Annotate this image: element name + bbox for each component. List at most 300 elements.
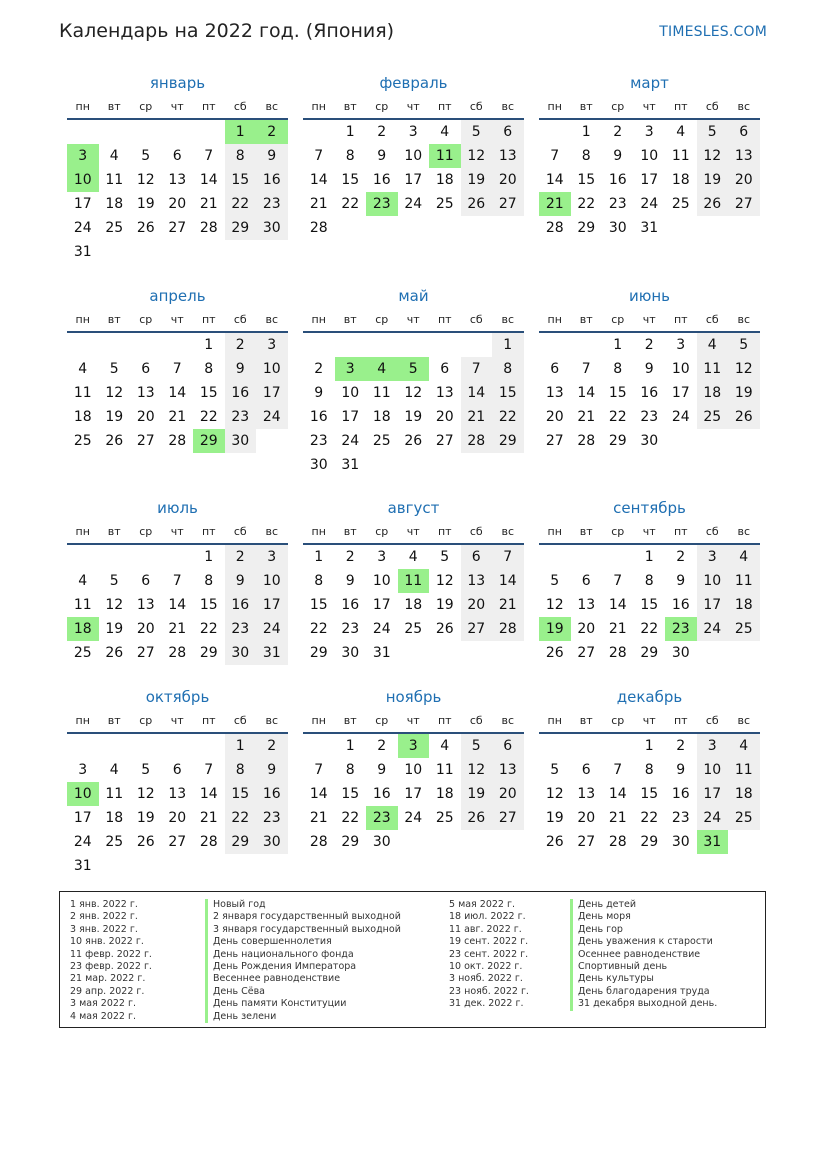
legend-names-left bbox=[205, 899, 401, 1023]
day-cell: 17 bbox=[73, 196, 92, 212]
weekday-label: чт bbox=[406, 99, 420, 113]
weekday-label: сб bbox=[469, 713, 483, 727]
legend-date: 2 янв. 2022 г. bbox=[70, 911, 138, 923]
day-cell: 29 bbox=[309, 645, 328, 661]
day-cell: 28 bbox=[199, 220, 218, 236]
day-cell: 13 bbox=[168, 172, 187, 188]
day-cell: 15 bbox=[577, 172, 596, 188]
legend-holiday-name: День национального фонда bbox=[205, 949, 401, 961]
weekday-label: вт bbox=[343, 312, 357, 326]
day-cell: 27 bbox=[492, 806, 524, 830]
day-cell: 7 bbox=[613, 573, 623, 589]
day-cell: 22 bbox=[199, 621, 218, 637]
day-cell: 3 bbox=[676, 337, 686, 353]
day-cell: 14 bbox=[199, 172, 218, 188]
weekday-label: вт bbox=[579, 312, 593, 326]
legend-date: 10 янв. 2022 г. bbox=[70, 936, 144, 948]
day-cell: 23 bbox=[225, 405, 257, 429]
legend-holiday-name: День уважения к старости bbox=[570, 936, 717, 948]
day-cell: 4 bbox=[440, 124, 450, 140]
day-cell: 10 bbox=[341, 385, 360, 401]
month-12 bbox=[539, 686, 760, 879]
day-cell: 11 bbox=[671, 148, 690, 164]
day-cell: 28 bbox=[168, 433, 187, 449]
day-cell: 18 bbox=[435, 172, 454, 188]
day-cell: 19 bbox=[136, 196, 155, 212]
weekday-label: вс bbox=[501, 312, 515, 326]
weekday-header bbox=[303, 94, 524, 118]
holiday-day-cell: 23 bbox=[366, 806, 398, 830]
day-cell: 17 bbox=[697, 593, 729, 617]
day-cell: 8 bbox=[314, 573, 324, 589]
day-cell: 7 bbox=[461, 357, 493, 381]
day-cell: 27 bbox=[168, 834, 187, 850]
day-cell: 27 bbox=[461, 617, 493, 641]
weekday-label: чт bbox=[406, 713, 420, 727]
day-cell: 9 bbox=[644, 361, 654, 377]
day-cell: 6 bbox=[728, 120, 760, 144]
weekday-label: вс bbox=[265, 524, 279, 538]
legend-holiday-name: День культуры bbox=[570, 973, 717, 985]
day-cell: 11 bbox=[73, 385, 92, 401]
day-cell: 1 bbox=[644, 738, 654, 754]
day-cell: 24 bbox=[73, 220, 92, 236]
legend-holiday-name: Осеннее равноденствие bbox=[570, 949, 717, 961]
day-cell: 16 bbox=[640, 385, 659, 401]
day-cell: 13 bbox=[492, 144, 524, 168]
weekday-label: ср bbox=[611, 524, 625, 538]
day-cell: 28 bbox=[309, 220, 328, 236]
day-cell: 25 bbox=[404, 621, 423, 637]
day-cell: 7 bbox=[492, 545, 524, 569]
day-cell: 13 bbox=[435, 385, 454, 401]
day-cell: 20 bbox=[545, 409, 564, 425]
holiday-day-cell: 19 bbox=[539, 617, 571, 641]
day-cell: 29 bbox=[608, 433, 627, 449]
day-cell: 21 bbox=[492, 593, 524, 617]
day-grid bbox=[303, 333, 524, 478]
day-cell: 15 bbox=[608, 385, 627, 401]
day-cell: 29 bbox=[341, 834, 360, 850]
weekday-label: ср bbox=[375, 713, 389, 727]
weekday-label: чт bbox=[642, 312, 656, 326]
day-cell: 19 bbox=[105, 409, 124, 425]
day-cell: 12 bbox=[136, 172, 155, 188]
day-cell: 1 bbox=[492, 333, 524, 357]
day-cell: 11 bbox=[372, 385, 391, 401]
weekday-label: пт bbox=[201, 713, 216, 727]
weekday-label: ср bbox=[139, 312, 153, 326]
day-cell: 5 bbox=[550, 762, 560, 778]
day-cell: 3 bbox=[644, 124, 654, 140]
day-cell: 2 bbox=[676, 738, 686, 754]
day-cell: 18 bbox=[73, 409, 92, 425]
day-cell: 7 bbox=[314, 148, 324, 164]
day-cell: 25 bbox=[105, 834, 124, 850]
weekday-label: пн bbox=[547, 99, 562, 113]
day-cell: 2 bbox=[644, 337, 654, 353]
weekday-label: вт bbox=[107, 99, 121, 113]
day-cell: 18 bbox=[671, 172, 690, 188]
day-cell: 3 bbox=[697, 545, 729, 569]
day-cell: 19 bbox=[461, 782, 493, 806]
day-cell: 4 bbox=[728, 734, 760, 758]
weekday-label: пт bbox=[201, 524, 216, 538]
day-cell: 23 bbox=[341, 621, 360, 637]
day-cell: 31 bbox=[640, 220, 659, 236]
day-cell: 31 bbox=[256, 641, 288, 665]
day-cell: 8 bbox=[613, 361, 623, 377]
day-cell: 20 bbox=[492, 168, 524, 192]
day-cell: 16 bbox=[256, 782, 288, 806]
legend-date: 4 мая 2022 г. bbox=[70, 1010, 136, 1022]
weekday-label: сб bbox=[469, 99, 483, 113]
day-cell: 8 bbox=[581, 148, 591, 164]
day-cell: 1 bbox=[581, 124, 591, 140]
day-cell: 21 bbox=[199, 196, 218, 212]
day-cell: 13 bbox=[728, 144, 760, 168]
weekday-label: ср bbox=[139, 99, 153, 113]
day-cell: 25 bbox=[73, 433, 92, 449]
weekday-header bbox=[303, 708, 524, 732]
day-cell: 26 bbox=[545, 834, 564, 850]
day-cell: 26 bbox=[105, 433, 124, 449]
day-cell: 20 bbox=[136, 621, 155, 637]
day-cell: 16 bbox=[256, 168, 288, 192]
day-cell: 19 bbox=[545, 810, 564, 826]
day-cell: 23 bbox=[256, 192, 288, 216]
day-cell: 30 bbox=[671, 834, 690, 850]
day-cell: 27 bbox=[435, 433, 454, 449]
weekday-label: ср bbox=[611, 713, 625, 727]
weekday-label: ср bbox=[139, 524, 153, 538]
month-4 bbox=[67, 285, 288, 478]
day-cell: 25 bbox=[435, 810, 454, 826]
day-cell: 12 bbox=[461, 758, 493, 782]
day-cell: 1 bbox=[345, 738, 355, 754]
day-cell: 16 bbox=[309, 409, 328, 425]
day-cell: 9 bbox=[225, 357, 257, 381]
weekday-label: сб bbox=[469, 312, 483, 326]
weekday-label: вс bbox=[501, 713, 515, 727]
day-cell: 2 bbox=[314, 361, 324, 377]
weekday-header bbox=[303, 307, 524, 331]
day-cell: 19 bbox=[404, 409, 423, 425]
day-cell: 5 bbox=[461, 734, 493, 758]
day-cell: 30 bbox=[256, 830, 288, 854]
weekday-label: чт bbox=[170, 524, 184, 538]
day-cell: 16 bbox=[372, 786, 391, 802]
day-grid bbox=[539, 333, 760, 478]
day-cell: 2 bbox=[256, 734, 288, 758]
day-cell: 1 bbox=[613, 337, 623, 353]
day-cell: 12 bbox=[105, 597, 124, 613]
day-cell: 14 bbox=[545, 172, 564, 188]
legend-holiday-name: День памяти Конституции bbox=[205, 998, 401, 1010]
legend-date: 23 сент. 2022 г. bbox=[449, 948, 529, 960]
day-cell: 30 bbox=[256, 216, 288, 240]
day-cell: 21 bbox=[168, 621, 187, 637]
legend-date: 3 нояб. 2022 г. bbox=[449, 973, 523, 985]
month-name: ноябрь bbox=[385, 688, 442, 706]
day-cell: 4 bbox=[408, 549, 418, 565]
day-cell: 8 bbox=[492, 357, 524, 381]
day-cell: 6 bbox=[141, 361, 151, 377]
day-cell: 3 bbox=[256, 545, 288, 569]
day-cell: 20 bbox=[168, 810, 187, 826]
day-cell: 22 bbox=[341, 196, 360, 212]
day-cell: 31 bbox=[73, 244, 92, 260]
month-6 bbox=[539, 285, 760, 478]
day-cell: 28 bbox=[577, 433, 596, 449]
day-cell: 27 bbox=[168, 220, 187, 236]
day-cell: 19 bbox=[136, 810, 155, 826]
weekday-label: вт bbox=[343, 524, 357, 538]
day-cell: 14 bbox=[309, 786, 328, 802]
day-cell: 21 bbox=[309, 196, 328, 212]
day-cell: 29 bbox=[225, 216, 257, 240]
day-cell: 10 bbox=[404, 148, 423, 164]
day-cell: 6 bbox=[492, 734, 524, 758]
day-cell: 9 bbox=[314, 385, 324, 401]
day-cell: 6 bbox=[492, 120, 524, 144]
day-cell: 9 bbox=[256, 144, 288, 168]
day-cell: 4 bbox=[109, 148, 119, 164]
weekday-label: ср bbox=[375, 99, 389, 113]
weekday-label: вс bbox=[737, 713, 751, 727]
day-cell: 2 bbox=[613, 124, 623, 140]
day-cell: 8 bbox=[345, 148, 355, 164]
day-cell: 24 bbox=[372, 621, 391, 637]
day-cell: 1 bbox=[345, 124, 355, 140]
day-cell: 25 bbox=[372, 433, 391, 449]
day-cell: 4 bbox=[440, 738, 450, 754]
day-cell: 12 bbox=[545, 786, 564, 802]
day-cell: 11 bbox=[105, 172, 124, 188]
holiday-day-cell: 3 bbox=[335, 357, 367, 381]
weekday-label: сб bbox=[233, 524, 247, 538]
day-cell: 26 bbox=[105, 645, 124, 661]
day-cell: 16 bbox=[372, 172, 391, 188]
day-cell: 14 bbox=[168, 597, 187, 613]
holiday-day-cell: 11 bbox=[398, 569, 430, 593]
day-cell: 9 bbox=[676, 573, 686, 589]
holiday-day-cell: 4 bbox=[366, 357, 398, 381]
weekday-label: пн bbox=[547, 524, 562, 538]
legend-holiday-name: День детей bbox=[570, 899, 717, 911]
holiday-day-cell: 10 bbox=[67, 782, 99, 806]
weekday-label: сб bbox=[705, 713, 719, 727]
day-cell: 23 bbox=[608, 196, 627, 212]
day-cell: 5 bbox=[550, 573, 560, 589]
day-grid bbox=[303, 545, 524, 690]
weekday-label: пн bbox=[75, 312, 90, 326]
day-cell: 18 bbox=[105, 196, 124, 212]
day-cell: 26 bbox=[461, 806, 493, 830]
holiday-day-cell: 10 bbox=[67, 168, 99, 192]
day-cell: 11 bbox=[728, 569, 760, 593]
day-cell: 18 bbox=[404, 597, 423, 613]
day-cell: 10 bbox=[697, 758, 729, 782]
day-cell: 20 bbox=[492, 782, 524, 806]
day-cell: 19 bbox=[728, 381, 760, 405]
weekday-header bbox=[67, 708, 288, 732]
day-cell: 31 bbox=[73, 858, 92, 874]
legend-holiday-name: День гор bbox=[570, 924, 717, 936]
day-cell: 26 bbox=[136, 220, 155, 236]
month-10 bbox=[67, 686, 288, 879]
weekday-label: пн bbox=[75, 99, 90, 113]
day-cell: 11 bbox=[728, 758, 760, 782]
day-cell: 9 bbox=[676, 762, 686, 778]
day-cell: 23 bbox=[640, 409, 659, 425]
day-cell: 26 bbox=[728, 405, 760, 429]
month-name: февраль bbox=[379, 74, 448, 92]
month-5 bbox=[303, 285, 524, 478]
day-cell: 17 bbox=[640, 172, 659, 188]
day-cell: 15 bbox=[225, 168, 257, 192]
day-cell: 12 bbox=[545, 597, 564, 613]
weekday-label: чт bbox=[406, 524, 420, 538]
day-cell: 25 bbox=[435, 196, 454, 212]
day-cell: 18 bbox=[435, 786, 454, 802]
day-cell: 24 bbox=[671, 409, 690, 425]
day-cell: 20 bbox=[577, 810, 596, 826]
holiday-day-cell: 23 bbox=[665, 617, 697, 641]
legend-holiday-name: 2 января государственный выходной bbox=[205, 911, 401, 923]
day-grid bbox=[539, 545, 760, 690]
day-cell: 20 bbox=[168, 196, 187, 212]
day-cell: 25 bbox=[105, 220, 124, 236]
day-cell: 1 bbox=[204, 337, 214, 353]
month-name: август bbox=[387, 499, 440, 517]
day-cell: 7 bbox=[314, 762, 324, 778]
day-grid bbox=[539, 734, 760, 879]
holiday-day-cell: 31 bbox=[697, 830, 729, 854]
legend-date: 18 июл. 2022 г. bbox=[449, 911, 526, 923]
day-cell: 13 bbox=[136, 597, 155, 613]
day-cell: 10 bbox=[256, 569, 288, 593]
weekday-label: пн bbox=[311, 312, 326, 326]
weekday-label: сб bbox=[705, 312, 719, 326]
day-grid bbox=[67, 120, 288, 265]
day-cell: 3 bbox=[697, 734, 729, 758]
legend-holiday-name: День совершеннолетия bbox=[205, 936, 401, 948]
holiday-day-cell: 2 bbox=[256, 120, 288, 144]
day-cell: 9 bbox=[256, 758, 288, 782]
legend-holiday-name: День благодарения труда bbox=[570, 986, 717, 998]
day-cell: 21 bbox=[608, 621, 627, 637]
day-cell: 30 bbox=[640, 433, 659, 449]
day-cell: 14 bbox=[577, 385, 596, 401]
day-cell: 8 bbox=[225, 758, 257, 782]
legend-date: 5 мая 2022 г. bbox=[449, 899, 515, 910]
day-cell: 6 bbox=[581, 573, 591, 589]
legend-dates-left bbox=[70, 899, 152, 1023]
day-cell: 24 bbox=[697, 617, 729, 641]
weekday-label: пт bbox=[437, 312, 452, 326]
day-cell: 30 bbox=[225, 641, 257, 665]
day-cell: 16 bbox=[671, 786, 690, 802]
weekday-header bbox=[67, 94, 288, 118]
day-cell: 21 bbox=[461, 405, 493, 429]
day-cell: 20 bbox=[577, 621, 596, 637]
site-link[interactable]: TIMESLES.COM bbox=[659, 24, 767, 40]
day-cell: 21 bbox=[608, 810, 627, 826]
day-cell: 21 bbox=[168, 409, 187, 425]
weekday-label: пт bbox=[201, 99, 216, 113]
weekday-label: чт bbox=[406, 312, 420, 326]
month-8 bbox=[303, 497, 524, 690]
legend-holiday-name: 3 января государственный выходной bbox=[205, 924, 401, 936]
day-cell: 8 bbox=[644, 573, 654, 589]
month-11 bbox=[303, 686, 524, 879]
day-cell: 13 bbox=[577, 786, 596, 802]
day-cell: 24 bbox=[640, 196, 659, 212]
day-cell: 25 bbox=[73, 645, 92, 661]
day-cell: 12 bbox=[461, 144, 493, 168]
day-cell: 17 bbox=[404, 172, 423, 188]
weekday-label: пн bbox=[311, 99, 326, 113]
day-cell: 18 bbox=[105, 810, 124, 826]
day-cell: 28 bbox=[309, 834, 328, 850]
day-cell: 4 bbox=[676, 124, 686, 140]
day-cell: 16 bbox=[225, 381, 257, 405]
day-cell: 12 bbox=[697, 144, 729, 168]
legend-date: 19 сент. 2022 г. bbox=[449, 936, 529, 948]
day-cell: 20 bbox=[136, 409, 155, 425]
day-cell: 27 bbox=[136, 645, 155, 661]
day-cell: 6 bbox=[141, 573, 151, 589]
holiday-day-cell: 29 bbox=[193, 429, 225, 453]
day-cell: 15 bbox=[199, 385, 218, 401]
day-cell: 7 bbox=[613, 762, 623, 778]
month-9 bbox=[539, 497, 760, 690]
day-cell: 21 bbox=[199, 810, 218, 826]
day-cell: 17 bbox=[256, 381, 288, 405]
day-cell: 7 bbox=[172, 573, 182, 589]
weekday-label: пн bbox=[311, 524, 326, 538]
day-cell: 26 bbox=[435, 621, 454, 637]
day-cell: 9 bbox=[225, 569, 257, 593]
day-cell: 3 bbox=[408, 124, 418, 140]
day-cell: 20 bbox=[461, 593, 493, 617]
day-cell: 24 bbox=[341, 433, 360, 449]
day-cell: 22 bbox=[640, 621, 659, 637]
day-cell: 28 bbox=[461, 429, 493, 453]
day-cell: 27 bbox=[728, 192, 760, 216]
day-cell: 7 bbox=[581, 361, 591, 377]
weekday-label: вс bbox=[265, 312, 279, 326]
day-cell: 25 bbox=[671, 196, 690, 212]
day-cell: 16 bbox=[225, 593, 257, 617]
month-name: декабрь bbox=[616, 688, 683, 706]
weekday-label: вт bbox=[343, 713, 357, 727]
day-cell: 27 bbox=[545, 433, 564, 449]
day-cell: 12 bbox=[435, 573, 454, 589]
month-name: январь bbox=[149, 74, 206, 92]
weekday-label: чт bbox=[170, 312, 184, 326]
weekday-label: вс bbox=[737, 524, 751, 538]
day-cell: 24 bbox=[404, 810, 423, 826]
holiday-day-cell: 21 bbox=[539, 192, 571, 216]
day-cell: 2 bbox=[377, 738, 387, 754]
day-cell: 15 bbox=[309, 597, 328, 613]
day-cell: 9 bbox=[613, 148, 623, 164]
day-cell: 5 bbox=[461, 120, 493, 144]
day-cell: 3 bbox=[377, 549, 387, 565]
day-cell: 27 bbox=[577, 645, 596, 661]
